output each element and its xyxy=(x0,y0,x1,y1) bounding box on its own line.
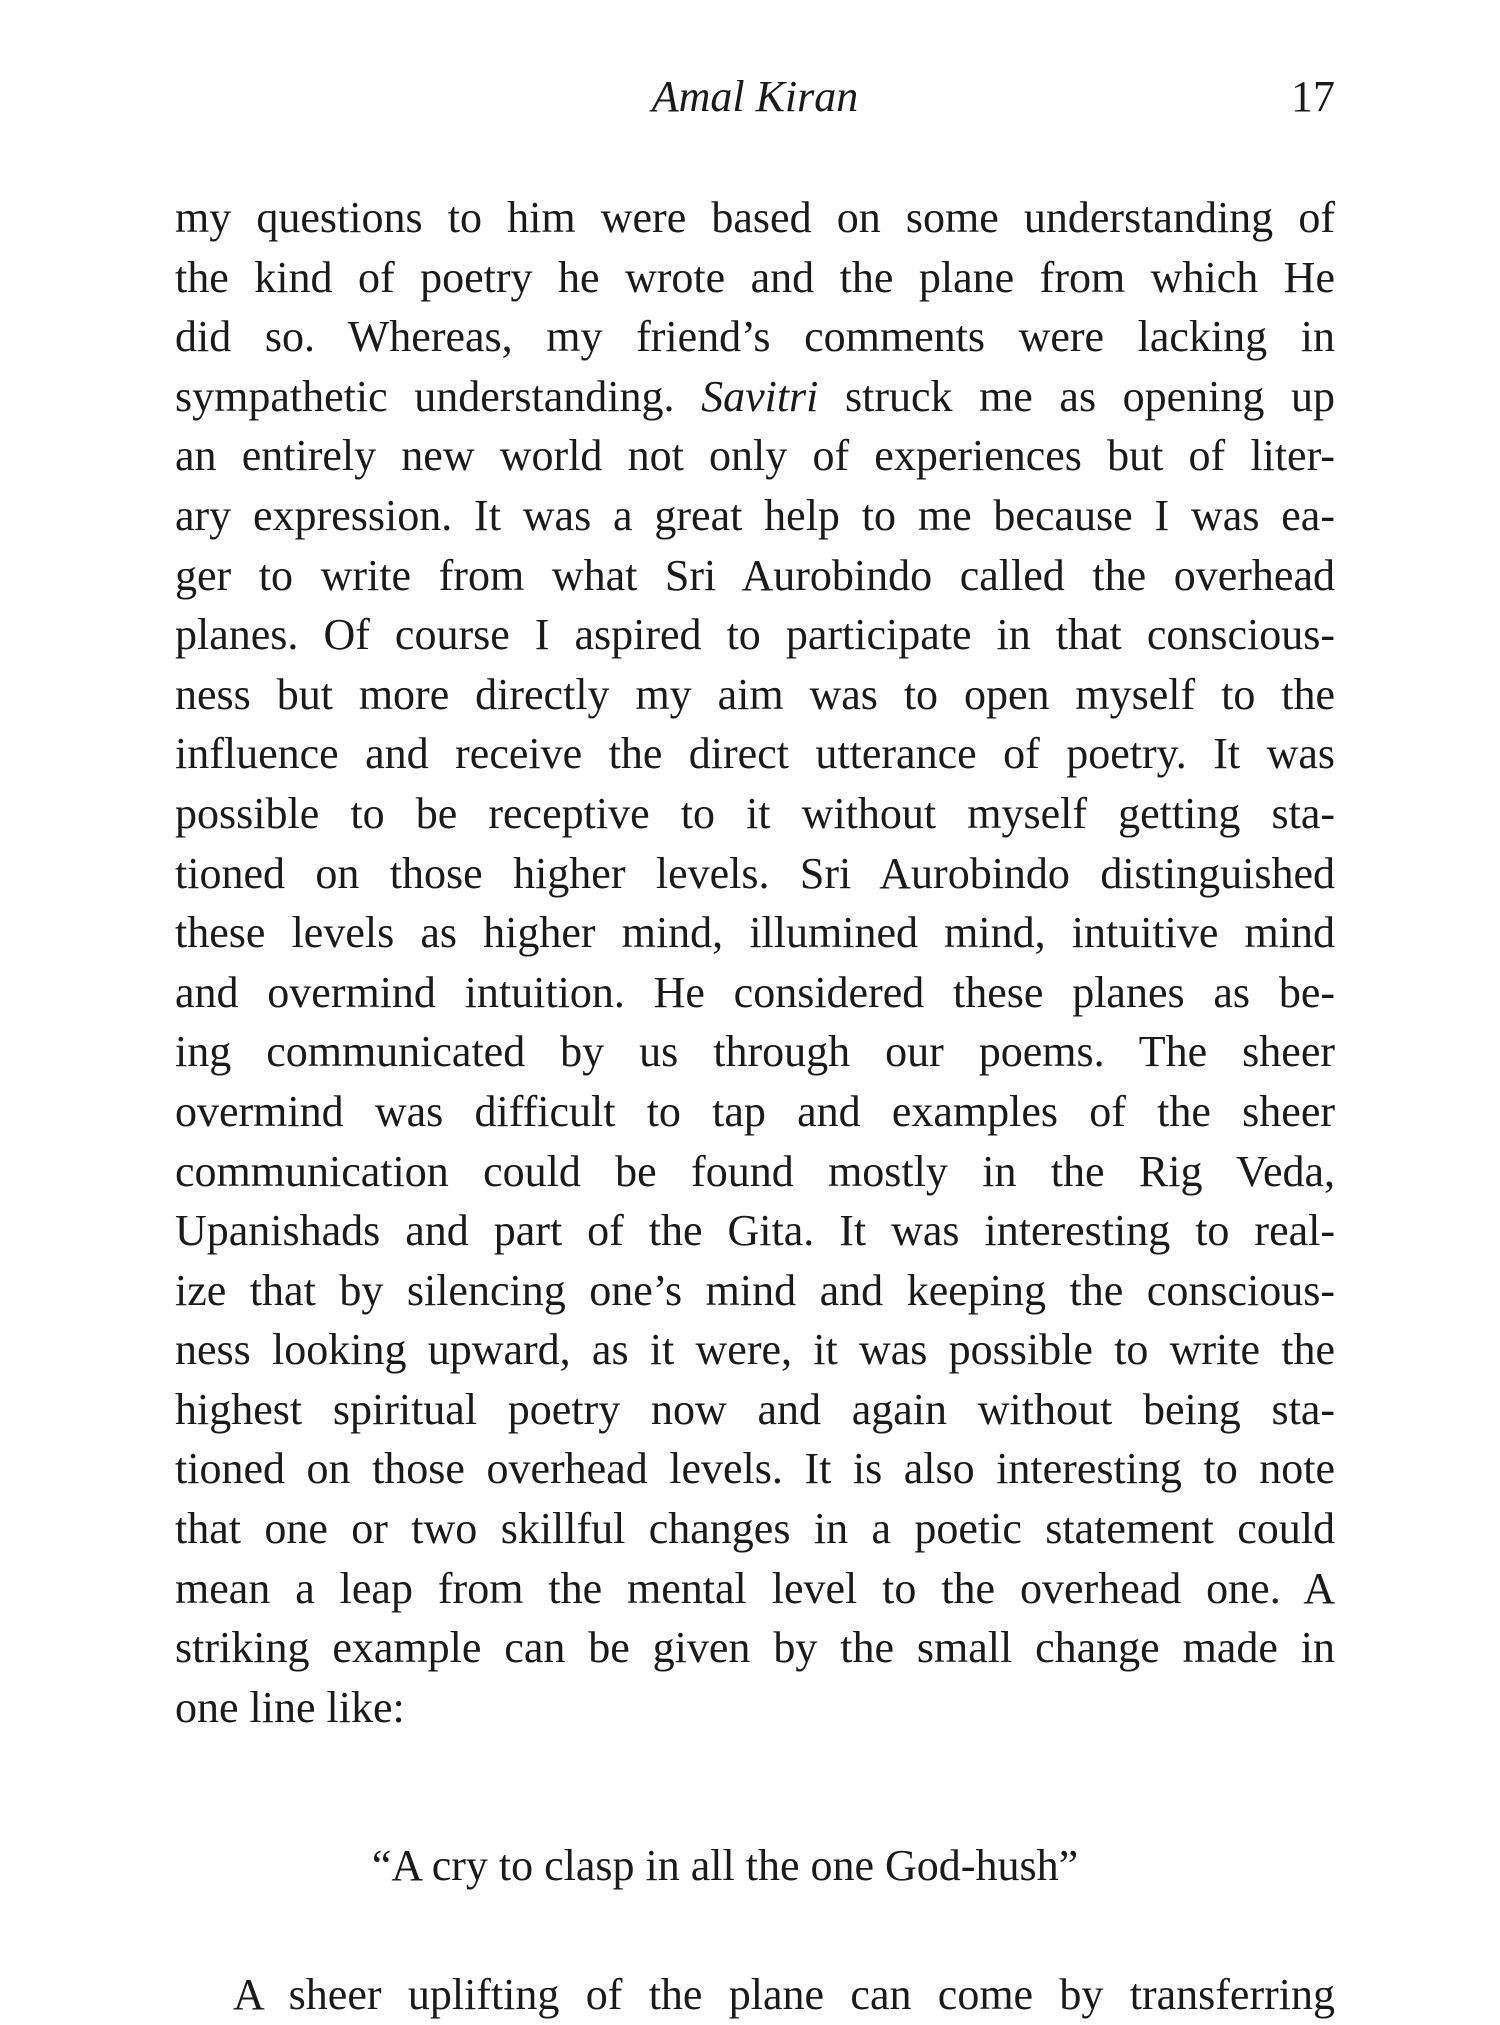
text-line: that one or two skillful changes in a poetic statement could xyxy=(175,1504,1335,1554)
text-line: mean a leap from the mental level to the overhead one. A xyxy=(175,1563,1335,1613)
text-line: striking example can be given by the small change made in xyxy=(175,1623,1335,1673)
next-paragraph-first-line: A sheer uplifting of the plane can come by transferring xyxy=(233,1970,1335,2019)
text-line: possible to be receptive to it without myself getting sta- xyxy=(175,788,1335,838)
text-line: and overmind intuition. He considered these planes as be- xyxy=(175,967,1335,1017)
text-line: highest spiritual poetry now and again without being sta- xyxy=(175,1384,1335,1434)
italic-book-title: Savitri xyxy=(701,371,819,421)
text-line: ger to write from what Sri Aurobindo called the overhead xyxy=(175,550,1335,600)
text-line: an entirely new world not only of experiences but of liter- xyxy=(175,431,1335,481)
text-line: tioned on those higher levels. Sri Aurobindo distinguished xyxy=(175,848,1335,898)
text-line: ness looking upward, as it were, it was possible to write the xyxy=(175,1325,1335,1375)
text-line: overmind was difficult to tap and examples of the sheer xyxy=(175,1086,1335,1136)
text-line: ary expression. It was a great help to me because I was ea- xyxy=(175,490,1335,540)
text-line: ize that by silencing one’s mind and keeping the conscious- xyxy=(175,1265,1335,1315)
quoted-verse-line: “A cry to clasp in all the one God-hush” xyxy=(371,1841,1079,1890)
text-line: these levels as higher mind, illumined mind, intuitive mind xyxy=(175,908,1335,958)
text-line: communication could be found mostly in the Rig Veda, xyxy=(175,1146,1335,1196)
text-segment: struck me as opening up xyxy=(818,371,1335,421)
page-number: 17 xyxy=(1291,72,1335,121)
text-line: ness but more directly my aim was to open myself to the xyxy=(175,669,1335,719)
text-line: influence and receive the direct utterance of poetry. It was xyxy=(175,729,1335,779)
text-line: did so. Whereas, my friend’s comments were lacking in xyxy=(175,312,1335,362)
text-line: Upanishads and part of the Gita. It was interesting to real- xyxy=(175,1206,1335,1256)
text-line: the kind of poetry he wrote and the plane from which He xyxy=(175,252,1335,302)
running-title: Amal Kiran xyxy=(651,72,859,121)
running-head xyxy=(175,72,1335,122)
text-segment: sympathetic understanding. xyxy=(175,371,702,421)
text-line: tioned on those overhead levels. It is also interesting to note xyxy=(175,1444,1335,1494)
body-paragraph xyxy=(175,188,1335,1737)
text-line: ing communicated by us through our poems. The sheer xyxy=(175,1027,1335,1077)
text-line xyxy=(175,367,1335,427)
text-line: planes. Of course I aspired to participate in that conscious- xyxy=(175,610,1335,660)
text-line: one line like: xyxy=(175,1682,405,1732)
text-line: my questions to him were based on some understanding of xyxy=(175,193,1335,242)
